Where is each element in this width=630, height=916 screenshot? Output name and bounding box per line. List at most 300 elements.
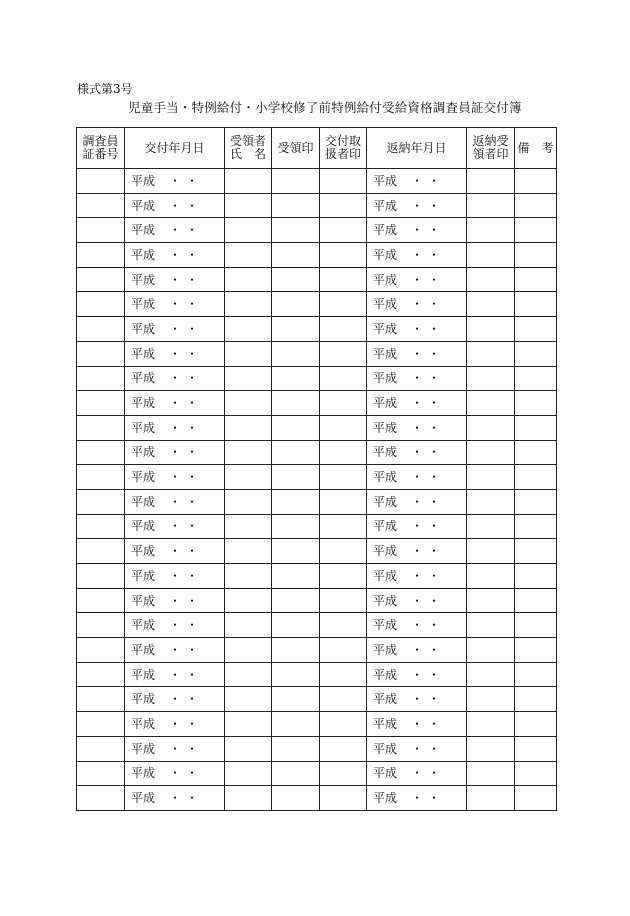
issue-date-cell[interactable] bbox=[125, 218, 225, 243]
return-receiver-seal-cell[interactable] bbox=[467, 169, 515, 194]
date-separators: ・・ bbox=[169, 272, 204, 287]
recipient-name-cell[interactable] bbox=[225, 712, 272, 737]
recipient-name-cell[interactable] bbox=[225, 465, 272, 490]
recipient-name-cell[interactable] bbox=[225, 292, 272, 317]
id-number-cell[interactable] bbox=[77, 712, 125, 737]
remarks-cell[interactable] bbox=[515, 267, 557, 292]
era-label: 平成 bbox=[131, 494, 156, 509]
issuer-seal-cell[interactable] bbox=[320, 292, 367, 317]
recipient-name-cell[interactable] bbox=[225, 786, 272, 811]
era-label: 平成 bbox=[373, 692, 398, 707]
header-text: 領者印 bbox=[472, 147, 509, 161]
issue-date-cell[interactable] bbox=[125, 391, 225, 416]
remarks-cell[interactable] bbox=[515, 687, 557, 712]
receipt-seal-cell[interactable] bbox=[272, 292, 320, 317]
return-date-cell[interactable] bbox=[367, 539, 467, 564]
issue-date-cell[interactable] bbox=[125, 736, 225, 761]
return-receiver-seal-cell[interactable] bbox=[467, 317, 515, 342]
issuer-seal-cell[interactable] bbox=[320, 736, 367, 761]
issue-date-cell[interactable] bbox=[125, 514, 225, 539]
return-receiver-seal-cell[interactable] bbox=[467, 465, 515, 490]
receipt-seal-cell[interactable] bbox=[272, 218, 320, 243]
era-label: 平成 bbox=[373, 173, 398, 188]
remarks-cell[interactable] bbox=[515, 613, 557, 638]
return-date-cell[interactable] bbox=[367, 588, 467, 613]
issuer-seal-cell[interactable] bbox=[320, 514, 367, 539]
return-receiver-seal-cell[interactable] bbox=[467, 687, 515, 712]
recipient-name-cell[interactable] bbox=[225, 687, 272, 712]
date-separators: ・・ bbox=[169, 198, 204, 213]
remarks-cell[interactable] bbox=[515, 243, 557, 268]
date-separators: ・・ bbox=[169, 173, 204, 188]
date-separators: ・・ bbox=[169, 642, 204, 657]
date-separators: ・・ bbox=[169, 321, 204, 336]
id-number-cell[interactable] bbox=[77, 267, 125, 292]
col-return-date-header bbox=[367, 128, 467, 169]
recipient-name-cell[interactable] bbox=[225, 638, 272, 663]
recipient-name-cell[interactable] bbox=[225, 341, 272, 366]
date-separators: ・・ bbox=[411, 223, 446, 238]
issuer-seal-cell[interactable] bbox=[320, 588, 367, 613]
remarks-cell[interactable] bbox=[515, 489, 557, 514]
issuer-seal-cell[interactable] bbox=[320, 169, 367, 194]
receipt-seal-cell[interactable] bbox=[272, 243, 320, 268]
table-row bbox=[77, 712, 557, 737]
return-receiver-seal-cell[interactable] bbox=[467, 489, 515, 514]
remarks-cell[interactable] bbox=[515, 638, 557, 663]
remarks-cell[interactable] bbox=[515, 786, 557, 811]
receipt-seal-cell[interactable] bbox=[272, 712, 320, 737]
return-receiver-seal-cell[interactable] bbox=[467, 193, 515, 218]
date-separators: ・・ bbox=[411, 716, 446, 731]
recipient-name-cell[interactable] bbox=[225, 391, 272, 416]
date-separators: ・・ bbox=[411, 568, 446, 583]
remarks-cell[interactable] bbox=[515, 341, 557, 366]
receipt-seal-cell[interactable] bbox=[272, 317, 320, 342]
table-row bbox=[77, 366, 557, 391]
remarks-cell[interactable] bbox=[515, 588, 557, 613]
era-label: 平成 bbox=[373, 247, 398, 262]
recipient-name-cell[interactable] bbox=[225, 539, 272, 564]
return-receiver-seal-cell[interactable] bbox=[467, 712, 515, 737]
era-label: 平成 bbox=[373, 420, 398, 435]
recipient-name-cell[interactable] bbox=[225, 588, 272, 613]
recipient-name-cell[interactable] bbox=[225, 415, 272, 440]
date-separators: ・・ bbox=[169, 371, 204, 386]
return-date-cell[interactable] bbox=[367, 613, 467, 638]
table-row bbox=[77, 514, 557, 539]
recipient-name-cell[interactable] bbox=[225, 366, 272, 391]
date-separators: ・・ bbox=[169, 692, 204, 707]
return-date-cell[interactable] bbox=[367, 662, 467, 687]
issuer-seal-cell[interactable] bbox=[320, 341, 367, 366]
id-number-cell[interactable] bbox=[77, 613, 125, 638]
table-row bbox=[77, 662, 557, 687]
era-label: 平成 bbox=[131, 396, 156, 411]
table-row bbox=[77, 415, 557, 440]
issue-date-cell[interactable] bbox=[125, 465, 225, 490]
era-label: 平成 bbox=[131, 568, 156, 583]
return-date-cell[interactable] bbox=[367, 267, 467, 292]
return-receiver-seal-cell[interactable] bbox=[467, 341, 515, 366]
return-receiver-seal-cell[interactable] bbox=[467, 366, 515, 391]
return-receiver-seal-cell[interactable] bbox=[467, 243, 515, 268]
date-separators: ・・ bbox=[411, 470, 446, 485]
issue-date-cell[interactable] bbox=[125, 638, 225, 663]
date-separators: ・・ bbox=[169, 544, 204, 559]
table-row bbox=[77, 243, 557, 268]
date-separators: ・・ bbox=[411, 494, 446, 509]
era-label: 平成 bbox=[131, 321, 156, 336]
receipt-seal-cell[interactable] bbox=[272, 761, 320, 786]
remarks-cell[interactable] bbox=[515, 366, 557, 391]
era-label: 平成 bbox=[373, 618, 398, 633]
era-label: 平成 bbox=[373, 272, 398, 287]
table-row bbox=[77, 193, 557, 218]
return-date-cell[interactable] bbox=[367, 761, 467, 786]
remarks-cell[interactable] bbox=[515, 218, 557, 243]
date-separators: ・・ bbox=[169, 791, 204, 806]
issue-date-cell[interactable] bbox=[125, 193, 225, 218]
recipient-name-cell[interactable] bbox=[225, 218, 272, 243]
id-number-cell[interactable] bbox=[77, 218, 125, 243]
return-receiver-seal-cell[interactable] bbox=[467, 218, 515, 243]
header-text: 氏 名 bbox=[229, 147, 266, 161]
receipt-seal-cell[interactable] bbox=[272, 341, 320, 366]
receipt-seal-cell[interactable] bbox=[272, 564, 320, 589]
date-separators: ・・ bbox=[411, 593, 446, 608]
recipient-name-cell[interactable] bbox=[225, 267, 272, 292]
issuer-seal-cell[interactable] bbox=[320, 712, 367, 737]
era-label: 平成 bbox=[131, 519, 156, 534]
issue-date-cell[interactable] bbox=[125, 317, 225, 342]
table-body bbox=[77, 169, 557, 811]
return-date-cell[interactable] bbox=[367, 341, 467, 366]
id-number-cell[interactable] bbox=[77, 366, 125, 391]
receipt-seal-cell[interactable] bbox=[272, 786, 320, 811]
table-row bbox=[77, 489, 557, 514]
era-label: 平成 bbox=[373, 642, 398, 657]
recipient-name-cell[interactable] bbox=[225, 662, 272, 687]
recipient-name-cell[interactable] bbox=[225, 193, 272, 218]
return-receiver-seal-cell[interactable] bbox=[467, 786, 515, 811]
id-number-cell[interactable] bbox=[77, 662, 125, 687]
table-row bbox=[77, 465, 557, 490]
return-date-cell[interactable] bbox=[367, 514, 467, 539]
era-label: 平成 bbox=[373, 223, 398, 238]
receipt-seal-cell[interactable] bbox=[272, 687, 320, 712]
return-date-cell[interactable] bbox=[367, 489, 467, 514]
return-date-cell[interactable] bbox=[367, 292, 467, 317]
remarks-cell[interactable] bbox=[515, 712, 557, 737]
id-number-cell[interactable] bbox=[77, 687, 125, 712]
return-receiver-seal-cell[interactable] bbox=[467, 613, 515, 638]
issuer-seal-cell[interactable] bbox=[320, 366, 367, 391]
receipt-seal-cell[interactable] bbox=[272, 440, 320, 465]
id-number-cell[interactable] bbox=[77, 292, 125, 317]
return-date-cell[interactable] bbox=[367, 687, 467, 712]
issue-date-cell[interactable] bbox=[125, 613, 225, 638]
remarks-cell[interactable] bbox=[515, 440, 557, 465]
remarks-cell[interactable] bbox=[515, 761, 557, 786]
date-separators: ・・ bbox=[169, 741, 204, 756]
table-row bbox=[77, 687, 557, 712]
date-separators: ・・ bbox=[169, 593, 204, 608]
id-number-cell[interactable] bbox=[77, 169, 125, 194]
return-date-cell[interactable] bbox=[367, 193, 467, 218]
receipt-seal-cell[interactable] bbox=[272, 169, 320, 194]
era-label: 平成 bbox=[131, 470, 156, 485]
issuer-seal-cell[interactable] bbox=[320, 638, 367, 663]
issuer-seal-cell[interactable] bbox=[320, 613, 367, 638]
date-separators: ・・ bbox=[169, 618, 204, 633]
era-label: 平成 bbox=[131, 173, 156, 188]
receipt-seal-cell[interactable] bbox=[272, 193, 320, 218]
issuer-seal-cell[interactable] bbox=[320, 539, 367, 564]
return-date-cell[interactable] bbox=[367, 564, 467, 589]
issue-date-cell[interactable] bbox=[125, 539, 225, 564]
return-date-cell[interactable] bbox=[367, 218, 467, 243]
issue-date-cell[interactable] bbox=[125, 415, 225, 440]
return-receiver-seal-cell[interactable] bbox=[467, 638, 515, 663]
issue-date-cell[interactable] bbox=[125, 366, 225, 391]
date-separators: ・・ bbox=[411, 667, 446, 682]
return-receiver-seal-cell[interactable] bbox=[467, 564, 515, 589]
issue-date-cell[interactable] bbox=[125, 786, 225, 811]
receipt-seal-cell[interactable] bbox=[272, 736, 320, 761]
issuer-seal-cell[interactable] bbox=[320, 391, 367, 416]
era-label: 平成 bbox=[131, 247, 156, 262]
recipient-name-cell[interactable] bbox=[225, 564, 272, 589]
issuer-seal-cell[interactable] bbox=[320, 415, 367, 440]
era-label: 平成 bbox=[373, 716, 398, 731]
issuer-seal-cell[interactable] bbox=[320, 662, 367, 687]
date-separators: ・・ bbox=[169, 568, 204, 583]
remarks-cell[interactable] bbox=[515, 292, 557, 317]
remarks-cell[interactable] bbox=[515, 662, 557, 687]
issue-date-cell[interactable] bbox=[125, 292, 225, 317]
id-number-cell[interactable] bbox=[77, 440, 125, 465]
return-date-cell[interactable] bbox=[367, 169, 467, 194]
date-separators: ・・ bbox=[411, 642, 446, 657]
id-number-cell[interactable] bbox=[77, 786, 125, 811]
table-row bbox=[77, 169, 557, 194]
issue-date-cell[interactable] bbox=[125, 588, 225, 613]
id-number-cell[interactable] bbox=[77, 465, 125, 490]
date-separators: ・・ bbox=[169, 223, 204, 238]
remarks-cell[interactable] bbox=[515, 539, 557, 564]
col-issuer-seal-header bbox=[320, 128, 367, 169]
recipient-name-cell[interactable] bbox=[225, 736, 272, 761]
return-date-cell[interactable] bbox=[367, 440, 467, 465]
era-label: 平成 bbox=[131, 667, 156, 682]
id-number-cell[interactable] bbox=[77, 489, 125, 514]
receipt-seal-cell[interactable] bbox=[272, 514, 320, 539]
issuer-seal-cell[interactable] bbox=[320, 440, 367, 465]
era-label: 平成 bbox=[131, 346, 156, 361]
receipt-seal-cell[interactable] bbox=[272, 588, 320, 613]
issue-date-cell[interactable] bbox=[125, 761, 225, 786]
id-number-cell[interactable] bbox=[77, 588, 125, 613]
return-receiver-seal-cell[interactable] bbox=[467, 761, 515, 786]
return-date-cell[interactable] bbox=[367, 317, 467, 342]
remarks-cell[interactable] bbox=[515, 415, 557, 440]
header-text: 調査員 bbox=[82, 134, 119, 148]
id-number-cell[interactable] bbox=[77, 638, 125, 663]
date-separators: ・・ bbox=[411, 692, 446, 707]
receipt-seal-cell[interactable] bbox=[272, 539, 320, 564]
return-receiver-seal-cell[interactable] bbox=[467, 292, 515, 317]
issue-date-cell[interactable] bbox=[125, 662, 225, 687]
header-text: 返納受 bbox=[472, 134, 509, 148]
receipt-seal-cell[interactable] bbox=[272, 391, 320, 416]
issue-date-cell[interactable] bbox=[125, 169, 225, 194]
return-receiver-seal-cell[interactable] bbox=[467, 736, 515, 761]
issue-date-cell[interactable] bbox=[125, 440, 225, 465]
receipt-seal-cell[interactable] bbox=[272, 465, 320, 490]
return-date-cell[interactable] bbox=[367, 736, 467, 761]
return-date-cell[interactable] bbox=[367, 243, 467, 268]
recipient-name-cell[interactable] bbox=[225, 317, 272, 342]
date-separators: ・・ bbox=[411, 371, 446, 386]
era-label: 平成 bbox=[131, 371, 156, 386]
col-issue-date-header bbox=[125, 128, 225, 169]
return-receiver-seal-cell[interactable] bbox=[467, 588, 515, 613]
return-date-cell[interactable] bbox=[367, 786, 467, 811]
receipt-seal-cell[interactable] bbox=[272, 366, 320, 391]
id-number-cell[interactable] bbox=[77, 341, 125, 366]
recipient-name-cell[interactable] bbox=[225, 761, 272, 786]
date-separators: ・・ bbox=[411, 396, 446, 411]
receipt-seal-cell[interactable] bbox=[272, 267, 320, 292]
era-label: 平成 bbox=[373, 791, 398, 806]
recipient-name-cell[interactable] bbox=[225, 613, 272, 638]
remarks-cell[interactable] bbox=[515, 465, 557, 490]
table-row bbox=[77, 341, 557, 366]
recipient-name-cell[interactable] bbox=[225, 489, 272, 514]
issuer-seal-cell[interactable] bbox=[320, 564, 367, 589]
issue-date-cell[interactable] bbox=[125, 489, 225, 514]
col-id-number-header bbox=[77, 128, 125, 169]
era-label: 平成 bbox=[373, 396, 398, 411]
date-separators: ・・ bbox=[411, 519, 446, 534]
col-return-receiver-seal-header bbox=[467, 128, 515, 169]
date-separators: ・・ bbox=[169, 420, 204, 435]
id-number-cell[interactable] bbox=[77, 514, 125, 539]
id-number-cell[interactable] bbox=[77, 193, 125, 218]
table-row bbox=[77, 391, 557, 416]
issuer-seal-cell[interactable] bbox=[320, 317, 367, 342]
return-date-cell[interactable] bbox=[367, 712, 467, 737]
table-row bbox=[77, 539, 557, 564]
header-text: 扱者印 bbox=[324, 147, 361, 161]
date-separators: ・・ bbox=[411, 297, 446, 312]
era-label: 平成 bbox=[131, 223, 156, 238]
era-label: 平成 bbox=[373, 494, 398, 509]
return-date-cell[interactable] bbox=[367, 465, 467, 490]
return-date-cell[interactable] bbox=[367, 415, 467, 440]
era-label: 平成 bbox=[131, 445, 156, 460]
recipient-name-cell[interactable] bbox=[225, 243, 272, 268]
return-receiver-seal-cell[interactable] bbox=[467, 514, 515, 539]
issue-date-cell[interactable] bbox=[125, 341, 225, 366]
issuer-seal-cell[interactable] bbox=[320, 761, 367, 786]
return-date-cell[interactable] bbox=[367, 391, 467, 416]
return-receiver-seal-cell[interactable] bbox=[467, 662, 515, 687]
date-separators: ・・ bbox=[411, 198, 446, 213]
id-number-cell[interactable] bbox=[77, 761, 125, 786]
date-separators: ・・ bbox=[169, 297, 204, 312]
return-date-cell[interactable] bbox=[367, 638, 467, 663]
return-receiver-seal-cell[interactable] bbox=[467, 415, 515, 440]
form-number-label: 様式第3号 bbox=[77, 82, 133, 96]
id-number-cell[interactable] bbox=[77, 391, 125, 416]
receipt-seal-cell[interactable] bbox=[272, 613, 320, 638]
remarks-cell[interactable] bbox=[515, 514, 557, 539]
id-number-cell[interactable] bbox=[77, 539, 125, 564]
remarks-cell[interactable] bbox=[515, 193, 557, 218]
recipient-name-cell[interactable] bbox=[225, 514, 272, 539]
issuer-seal-cell[interactable] bbox=[320, 465, 367, 490]
header-text: 返納年月日 bbox=[386, 140, 447, 155]
header-text: 交付年月日 bbox=[144, 140, 205, 155]
remarks-cell[interactable] bbox=[515, 736, 557, 761]
id-number-cell[interactable] bbox=[77, 564, 125, 589]
id-number-cell[interactable] bbox=[77, 415, 125, 440]
return-receiver-seal-cell[interactable] bbox=[467, 440, 515, 465]
issuer-seal-cell[interactable] bbox=[320, 243, 367, 268]
return-date-cell[interactable] bbox=[367, 366, 467, 391]
recipient-name-cell[interactable] bbox=[225, 440, 272, 465]
recipient-name-cell[interactable] bbox=[225, 169, 272, 194]
id-number-cell[interactable] bbox=[77, 736, 125, 761]
issue-date-cell[interactable] bbox=[125, 712, 225, 737]
issuer-seal-cell[interactable] bbox=[320, 193, 367, 218]
header-text: 証番号 bbox=[82, 147, 119, 161]
date-separators: ・・ bbox=[169, 396, 204, 411]
table-row bbox=[77, 218, 557, 243]
return-receiver-seal-cell[interactable] bbox=[467, 267, 515, 292]
receipt-seal-cell[interactable] bbox=[272, 662, 320, 687]
receipt-seal-cell[interactable] bbox=[272, 638, 320, 663]
era-label: 平成 bbox=[373, 519, 398, 534]
issue-date-cell[interactable] bbox=[125, 687, 225, 712]
issuer-seal-cell[interactable] bbox=[320, 218, 367, 243]
issue-date-cell[interactable] bbox=[125, 267, 225, 292]
return-receiver-seal-cell[interactable] bbox=[467, 539, 515, 564]
receipt-seal-cell[interactable] bbox=[272, 489, 320, 514]
issuer-seal-cell[interactable] bbox=[320, 786, 367, 811]
receipt-seal-cell[interactable] bbox=[272, 415, 320, 440]
era-label: 平成 bbox=[373, 346, 398, 361]
id-number-cell[interactable] bbox=[77, 243, 125, 268]
issue-date-cell[interactable] bbox=[125, 564, 225, 589]
remarks-cell[interactable] bbox=[515, 317, 557, 342]
col-recipient-name-header bbox=[225, 128, 272, 169]
remarks-cell[interactable] bbox=[515, 391, 557, 416]
issuer-seal-cell[interactable] bbox=[320, 489, 367, 514]
id-number-cell[interactable] bbox=[77, 317, 125, 342]
table-row bbox=[77, 267, 557, 292]
issue-date-cell[interactable] bbox=[125, 243, 225, 268]
issuer-seal-cell[interactable] bbox=[320, 267, 367, 292]
remarks-cell[interactable] bbox=[515, 169, 557, 194]
issuer-seal-cell[interactable] bbox=[320, 687, 367, 712]
table-row bbox=[77, 317, 557, 342]
remarks-cell[interactable] bbox=[515, 564, 557, 589]
return-receiver-seal-cell[interactable] bbox=[467, 391, 515, 416]
table-row bbox=[77, 564, 557, 589]
